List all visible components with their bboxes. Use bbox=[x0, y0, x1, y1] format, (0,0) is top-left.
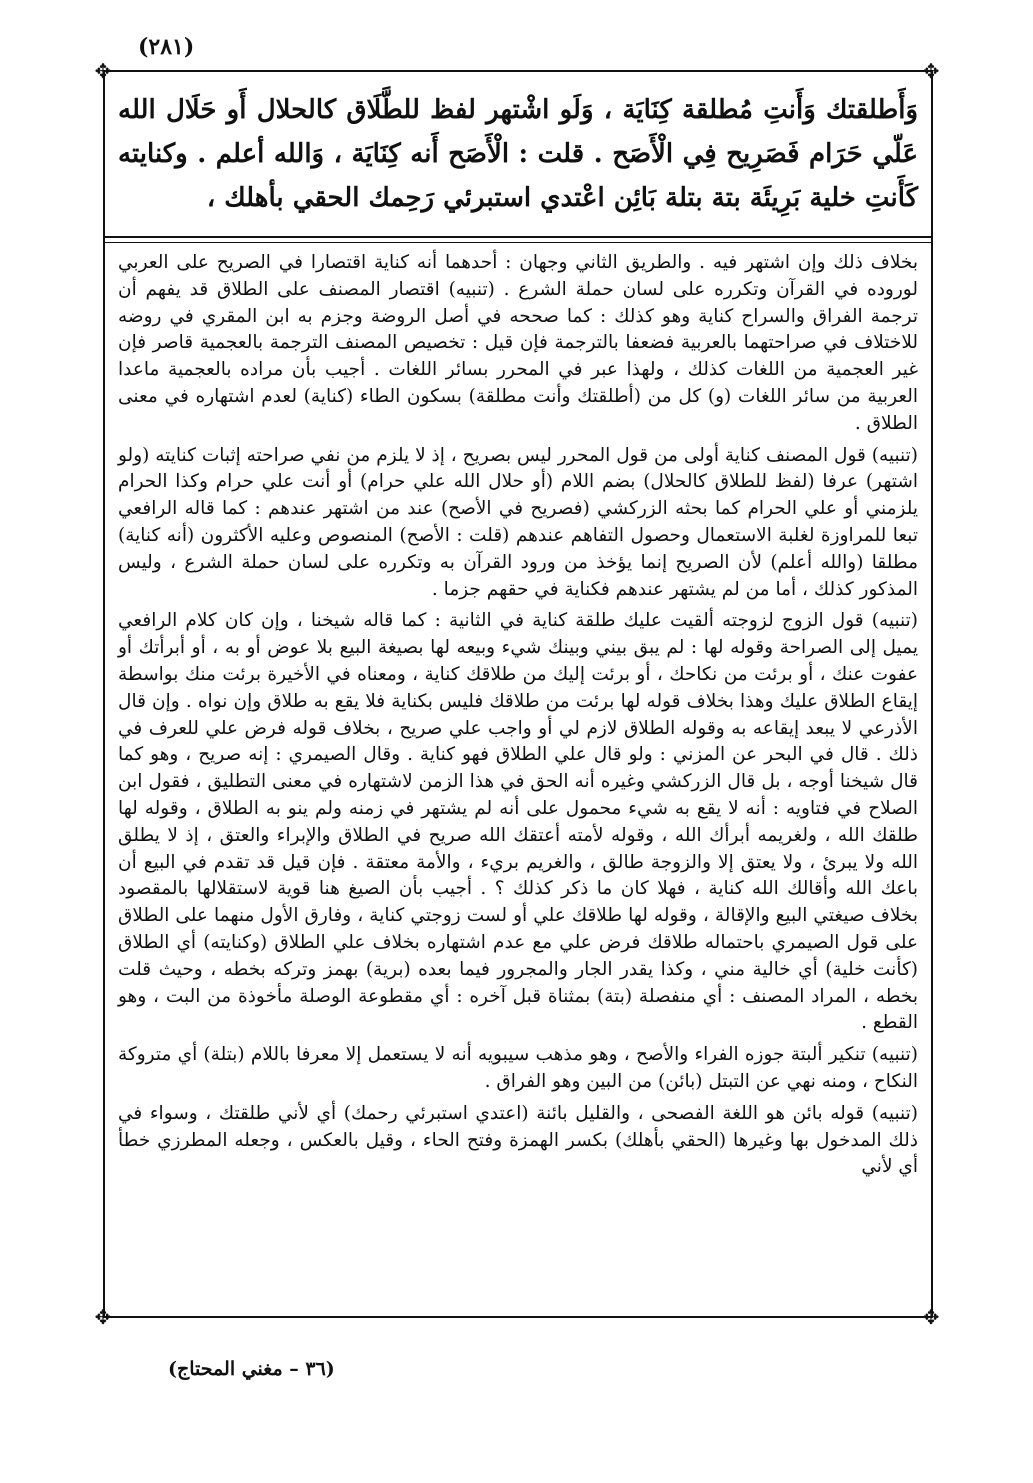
commentary-paragraph: (تنبيه) تنكير ألبتة جوزه الفراء والأصح ، وهو مذهب سيبويه أنه لا يستعمل إلا معرفا باللام (بتلة) أي متروكة النكاح ، ومنه نهي عن التبتل (بائن) من البين وهو الفراق . bbox=[118, 1044, 918, 1092]
frame-top-border bbox=[103, 70, 933, 72]
commentary-paragraph: بخلاف ذلك وإن اشتهر فيه . والطريق الثاني وجهان : أحدهما أنه كناية اقتصارا في الصريح على العربي لوروده في القرآن وتكرره على لسان حملة الشرع . (تنبيه) اقتصار المصنف على الطلاق قد يفهم أن ترجمة الفراق والسراح كناية وهو كذلك : كما صححه في أصل الروضة وجزم به ابن المقري في روضه للاختلاف في صراحتهما بالعربية فضعفا بالترجمة فإن قيل : تخصيص المصنف الترجمة بالعجمية قاصر فإن غير العجمية من اللغات كذلك ، ولهذا عبر في المحرر بسائر اللغات . أجيب بأن مراده بالعجمية ماعدا العربية من سائر اللغات (و) كل من (أطلقتك وأنت مطلقة) بسكون الطاء (كناية) لعدم اشتهاره في معنى الطلاق . bbox=[118, 252, 918, 434]
frame-bottom-border bbox=[103, 1316, 933, 1318]
commentary-paragraph: (تنبيه) قول المصنف كناية أولى من قول المحرر ليس بصريح ، إذ لا يلزم من نفي صراحته إثبات كنايته (ولو اشتهر) عرفا (لفظ للطلاق كالحلال) بضم اللام (أو حلال الله علي حرام) أو أنت علي حرام وكذا الحرام يلزمني أو علي الحرام كما بحثه الزركشي (فصريح في الأصح) عند من اشتهر عندهم : كما قاله الرافعي تبعا للمراوزة لغلبة الاستعمال وحصول التفاهم عندهم (قلت : الأصح) المنصوص وعليه الأكثرون (أنه كناية) مطلقا (والله أعلم) لأن الصريح إنما يؤخذ من ورود القرآن به وتكرره على لسان حملة الشرع ، وليس المذكور كذلك ، أما من لم يشتهر عندهم فكناية في حقهم جزما . bbox=[118, 444, 918, 600]
commentary-paragraph: (تنبيه) قول الزوج لزوجته ألقيت عليك طلقة كناية في الثانية : كما قاله شيخنا ، وإن كان كلام الرافعي يميل إلى الصراحة وقوله لها : لم يبق بيني وبينك شيء وبيعه لها بصيغة البيع بلا عوض أو به ، أو أبرأتك أو عفوت عنك ، أو برئت من نكاحك ، أو برئت إليك من طلاقك كناية ، ومعناه في الأخيرة برئت منك بواسطة إيقاع الطلاق عليك وهذا بخلاف قوله لها برئت من طلاقك فليس بكناية فلا يقع به طلاق وإن نواه . وإن قال الأذرعي لا يبعد إيقاعه به وقوله الطلاق لازم لي أو واجب علي صريح ، بخلاف قوله فرض علي للعرف في ذلك . قال في البحر عن المزني : ولو قال علي الطلاق فهو كناية . وقال الصيمري : إنه صريح ، وهو كما قال شيخنا أوجه ، بل قال الزركشي وغيره أنه الحق في هذا الزمن لاشتهاره في معنى التطليق ، فقول ابن الصلاح في فتاويه : أنه لا يقع به شيء محمول على أنه لم يشتهر في زمنه ولم ينو به الطلاق ، وقوله لها طلقك الله ، ولغريمه أبرأك الله ، وقوله لأمته أعتقك الله صريح في الطلاق والإبراء والعتق ، إذ لا يطلق الله ولا يبرئ ، ولا يعتق إلا والزوجة طالق ، والغريم بريء ، والأمة معتقة . فإن قيل قد تقدم في البيع أن باعك الله وأقالك الله كناية ، فهلا كان ما ذكر كذلك ؟ . أجيب بأن الصيغ هنا قوية لاستقلالها بالمقصود بخلاف صيغتي البيع والإقالة ، وقوله لها طلاقك علي أو لست زوجتي كناية ، وفارق الأول منهما على الطلاق على قول الصيمري باحتماله طلاقك فرض علي مع عدم اشتهاره بخلاف علي الطلاق (وكنايته) أي الطلاق (كأنت خلية) أي خالية مني ، وكذا يقدر الجار والمجرور فيما بعده (برية) بهمز وتركه بخطه ، وحيث قلت بخطه ، المراد المصنف : أي منفصلة (بتة) بمثناة قبل آخره : أي مقطوعة الوصلة مأخوذة من البت ، وهو القطع . bbox=[118, 610, 918, 1034]
section-divider bbox=[105, 242, 931, 243]
matn-text-block bbox=[118, 88, 918, 220]
frame-left-border bbox=[103, 72, 105, 1316]
corner-ornament-icon: ✥ bbox=[94, 1305, 112, 1329]
corner-ornament-icon: ✥ bbox=[94, 59, 112, 83]
commentary-paragraph: (تنبيه) قوله بائن هو اللغة الفصحى ، والقليل بائنة (اعتدي استبرئي رحمك) أي لأني طلقتك ، وسواء في ذلك المدخول بها وغيرها (الحقي بأهلك) بكسر الهمزة وفتح الحاء ، وقيل بالعكس ، وجعله المطرزي خطأ أي لأني bbox=[118, 1102, 918, 1178]
section-divider bbox=[105, 236, 931, 238]
commentary-text-block bbox=[118, 250, 918, 1310]
corner-ornament-icon: ✥ bbox=[922, 1305, 940, 1329]
corner-ornament-icon: ✥ bbox=[922, 59, 940, 83]
footer-signature: (٣٦ – مغني المحتاج) bbox=[168, 1358, 335, 1380]
page-number: (٢٨١) bbox=[138, 34, 195, 60]
matn-paragraph: وَأَطلقتك وَأَنتِ مُطلقة كِنَايَة ، وَلَو اشْتهر لفظ للطَّلَاق كالحلال أَو حَلَال الله عَلّي حَرَام فَصَرِيح فِي الْأَصَح . قلت : الْأَصَح أَنه كِنَايَة ، وَالله أعلم . وكنايته كَأَنتِ خلية بَرِيئَة بتة بتلة بَائِن اعْتدي استبرئي رَحِمك الحقي بأهلك ، bbox=[118, 95, 918, 213]
frame-right-border bbox=[931, 72, 933, 1316]
